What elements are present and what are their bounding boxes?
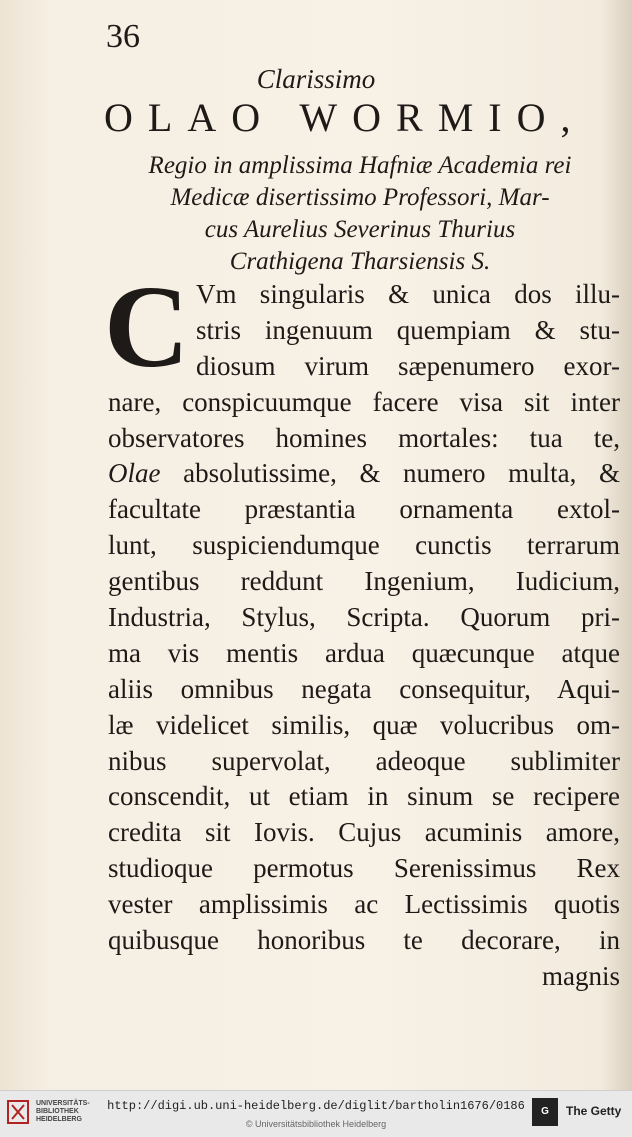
text-line: diosum virum sæpenumero exor- (196, 350, 620, 381)
addressee-heading: OLAO WORMIO, (104, 95, 586, 140)
dedication-block (110, 150, 610, 278)
source-url-link[interactable]: http://digi.ub.uni-heidelberg.de/diglit/bartholin1676/0186 (107, 1099, 525, 1113)
text-line: ma vis mentis ardua quæcunque atque (108, 637, 620, 668)
text-line: lunt, suspiciendumque cunctis terrarum (108, 530, 620, 561)
text-line: nibus supervolat, adeoque sublimiter (108, 745, 620, 776)
body-text (108, 277, 620, 995)
text-line: Olae absolutissime, & numero multa, & (108, 458, 620, 489)
text-line: conscendit, ut etiam in sinum se recipere (108, 781, 620, 812)
dedication-line: Medicæ disertissimo Professori, Mar- (170, 184, 550, 211)
text-line: facultate præstantia ornamenta extol- (108, 494, 620, 525)
page-number: 36 (106, 18, 140, 55)
catchword: magnis (542, 960, 620, 991)
salutation: Clarissimo (256, 64, 376, 94)
text-line: aliis omnibus negata consequitur, Aqui- (108, 673, 620, 704)
dedication-line: Regio in amplissima Hafniæ Academia rei (148, 152, 572, 179)
getty-name: The Getty (566, 1104, 622, 1118)
text-line: credita sit Iovis. Cujus acuminis amore, (108, 817, 620, 848)
text-line: stris ingenuum quempiam & stu- (196, 314, 620, 345)
text-line: gentibus reddunt Ingenium, Iudicium, (108, 566, 620, 597)
library-name: UNIVERSITÄTS- BIBLIOTHEK HEIDELBERG (36, 1100, 90, 1123)
dedication-line: cus Aurelius Severinus Thurius (204, 216, 516, 243)
viewer-footer (0, 1090, 632, 1137)
copyright-notice: © Universitätsbibliothek Heidelberg (245, 1119, 387, 1129)
getty-logo-icon: G (532, 1098, 558, 1126)
drop-cap-initial: C (104, 261, 190, 392)
text-line: Industria, Stylus, Scripta. Quorum pri- (108, 602, 620, 633)
text-line: observatores homines mortales: tua te, (108, 422, 620, 453)
text-line: nare, conspicuumque facere visa sit inter (108, 386, 620, 417)
text-line: Vm singularis & unica dos illu- (196, 279, 620, 309)
text-line: vester amplissimis ac Lectissimis quotis (108, 889, 620, 920)
dedication-line: Crathigena Tharsiensis S. (229, 248, 491, 275)
text-line: læ videlicet similis, quæ volucribus om- (108, 709, 620, 740)
text-line: quibusque honoribus te decorare, in (108, 925, 620, 956)
text-line: studioque permotus Serenissimus Rex (108, 853, 620, 884)
